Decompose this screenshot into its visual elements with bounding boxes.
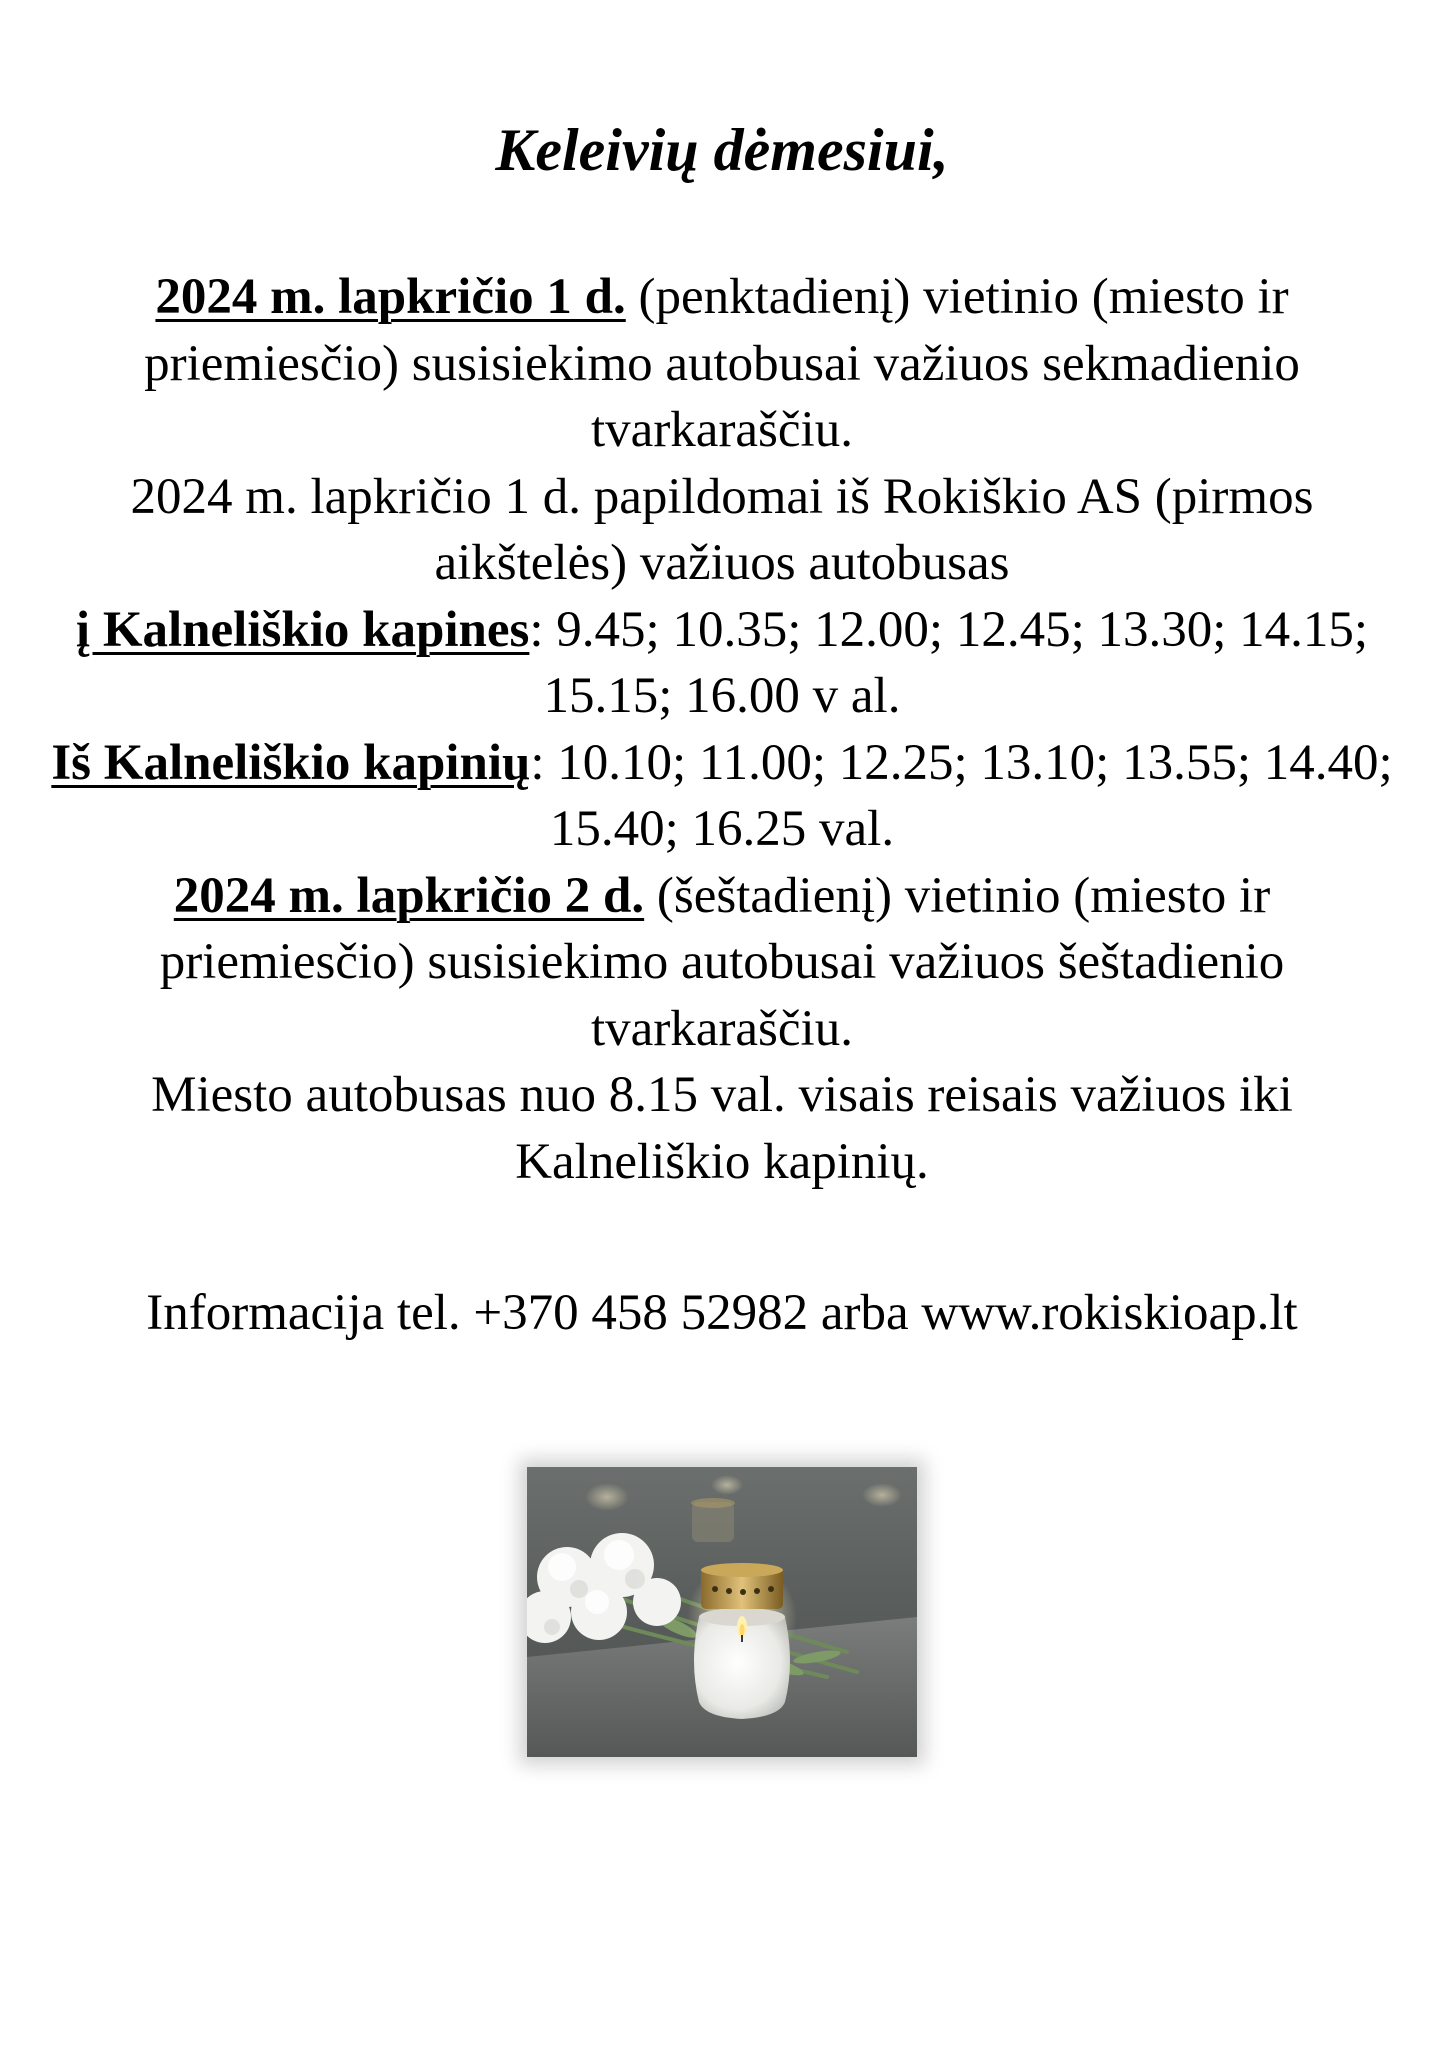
page-title: Keleivių dėmesiui, [495,117,949,183]
notice-paragraph-nov1 [40,264,1404,464]
notice-paragraph-extra-bus: 2024 m. lapkričio 1 d. papildomai iš Rokiškio AS (pirmos aikštelės) važiuos autobusas [130,468,1314,591]
notice-nov2-text: (šeštadienį) vietinio (miesto ir priemiesčio) susisiekimo autobusai važiuos šeštadienio tvarkaraščiu. [159,867,1285,1057]
notice-paragraph-city-bus: Miesto autobusas nuo 8.15 val. visais reisais važiuos iki Kalneliškio kapinių. [151,1067,1293,1190]
from-cemetery-times: : 10.10; 11.00; 12.25; 13.10; 13.55; 14.40; 15.40; 16.25 val. [530,734,1393,857]
contact-info: Informacija tel. +370 458 52982 arba www.rokiskioap.lt [146,1285,1298,1341]
to-cemetery-schedule [40,597,1404,730]
to-cemetery-label: į Kalneliškio kapines [75,601,530,658]
date-nov1: 2024 m. lapkričio 1 d. [155,269,626,325]
notice-nov1-text: (penktadienį) vietinio (miesto ir priemiesčio) susisiekimo autobusai važiuos sekmadienio tvarkaraščiu. [144,269,1300,458]
from-cemetery-label: Iš Kalneliškio kapinių [51,734,531,791]
to-cemetery-times: : 9.45; 10.35; 12.00; 12.45; 13.30; 14.15; 15.15; 16.00 v al. [529,601,1369,724]
notice-paragraph-nov2 [40,863,1404,1063]
notice-body [40,264,1404,1195]
from-cemetery-schedule [40,730,1404,863]
memorial-candle-photo [527,1467,917,1757]
date-nov2: 2024 m. lapkričio 2 d. [173,867,645,924]
